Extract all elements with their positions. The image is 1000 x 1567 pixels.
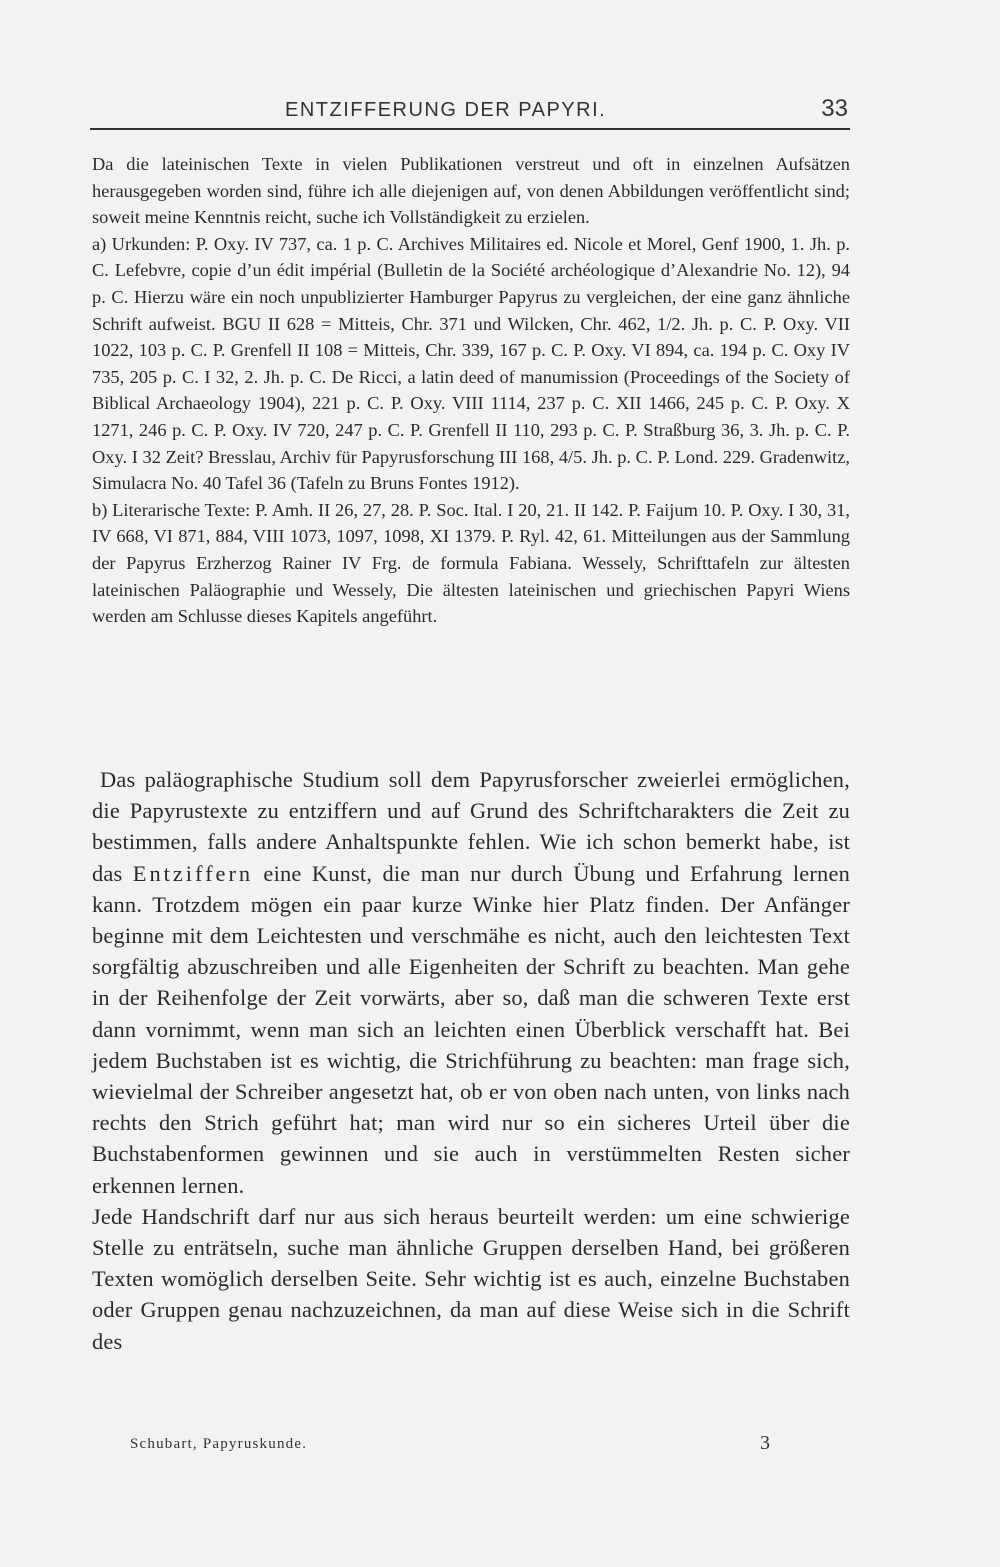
main-text-block [92,764,850,1357]
paragraph-text-end: eine Kunst, die man nur durch Übung und Erfahrung lernen kann. Trotzdem mögen ein paar kurze Winke hier Platz finden. Der Anfänger beginne mit dem Leichtesten und verschmähe es nicht, auch den leichtesten Text sorgfältig abzuschreiben und alle Eigenheiten der Schrift zu beachten. Man gehe in der Reihenfolge der Zeit vorwärts, aber so, daß man die schweren Texte erst dann vornimmt, wenn man sich an leichten einen Überblick verschafft hat. Bei jedem Buchstaben ist es wichtig, die Strichführung zu beachten: man frage sich, wievielmal der Schreiber angesetzt hat, ob er von oben nach unten, von links nach rechts den Strich geführt hat; man wird nur so ein sicheres Urteil über die Buchstabenformen gewinnen und sie auch in verstümmelten Resten sicher erkennen lernen. [92,860,850,1198]
running-title: ENTZIFFERUNG DER PAPYRI. [285,99,607,121]
page-number: 33 [821,95,848,122]
paragraph-handschrift: Jede Handschrift darf nur aus sich heraus beurteilt werden: um eine schwierige Stelle zu enträtseln, suche man ähnliche Gruppen derselben Hand, bei größeren Texten womöglich derselben Seite. Sehr wichtig ist es auch, einzelne Buchstaben oder Gruppen genau nachzuzeichnen, da man auf diese Weise sich in die Schrift des [92,1203,850,1354]
paragraph-palaeography [92,764,850,1201]
paragraph-text-start: Das paläographische Studium soll dem Papyrusforscher zweierlei ermöglichen, die Papyrustexte zu entziffern und auf Grund des Schriftcharakters die Zeit zu bestimmen, falls andere Anhaltspunkte fehlen. Wie ich schon bemerkt habe, ist das [92,767,850,886]
bibliography-block [92,151,850,630]
signature-line: Schubart, Papyruskunde. [130,1436,308,1452]
page-header [90,95,850,131]
bibliography-urkunden: a) Urkunden: P. Oxy. IV 737, ca. 1 p. C. Archives Militaires ed. Nicole et Morel, Genf 1900, 1. Jh. p. C. Lefebvre, copie d’un édit impérial (Bulletin de la Société archéologique d’Alexandrie No. 12), 94 p. C. Hierzu wäre ein noch unpublizierter Hamburger Papyrus zu vergleichen, der eine ganz ähnliche Schrift aufweist. BGU II 628 = Mitteis, Chr. 371 und Wilcken, Chr. 462, 1/2. Jh. p. C. P. Oxy. VII 1022, 103 p. C. P. Grenfell II 108 = Mitteis, Chr. 339, 167 p. C. P. Oxy. VI 894, ca. 194 p. C. Oxy IV 735, 205 p. C. I 32, 2. Jh. p. C. De Ricci, a latin deed of manumission (Proceedings of the Society of Biblical Archaeology 1904), 221 p. C. P. Oxy. VIII 1114, 237 p. C. XII 1466, 245 p. C. P. Oxy. X 1271, 246 p. C. P. Oxy. IV 720, 247 p. C. P. Grenfell II 110, 293 p. C. P. Straßburg 36, 3. Jh. p. C. P. Oxy. I 32 Zeit? Bresslau, Archiv für Papyrusforschung III 168, 4/5. Jh. p. C. P. Lond. 229. Gradenwitz, Simulacra No. 40 Tafel 36 (Tafeln zu Bruns Fontes 1912). [92,233,850,494]
bibliography-literarische: b) Literarische Texte: P. Amh. II 26, 27, 28. P. Soc. Ital. I 20, 21. II 142. P. Faijum 10. P. Oxy. I 30, 31, IV 668, VI 871, 884, VIII 1073, 1097, 1098, XI 1379. P. Ryl. 42, 61. Mitteilungen aus der Sammlung der Papyrus Erzherzog Rainer IV Frg. de formula Fabiana. Wessely, Schrifttafeln zur ältesten lateinischen Paläographie und Wessely, Die ältesten lateinischen und griechischen Papyri Wiens werden am Schlusse dieses Kapitels angeführt. [92,499,850,627]
bibliography-intro: Da die lateinischen Texte in vielen Publikationen verstreut und oft in einzelnen Aufsätzen herausgegeben worden sind, führe ich alle diejenigen auf, von denen Abbildungen veröffentlicht sind; soweit meine Kenntnis reicht, suche ich Vollständigkeit zu erzielen. [92,154,850,228]
page-footer [130,1432,770,1462]
spaced-term: Entziffern [132,860,254,886]
header-rule [90,128,850,130]
sheet-number: 3 [760,1432,770,1454]
